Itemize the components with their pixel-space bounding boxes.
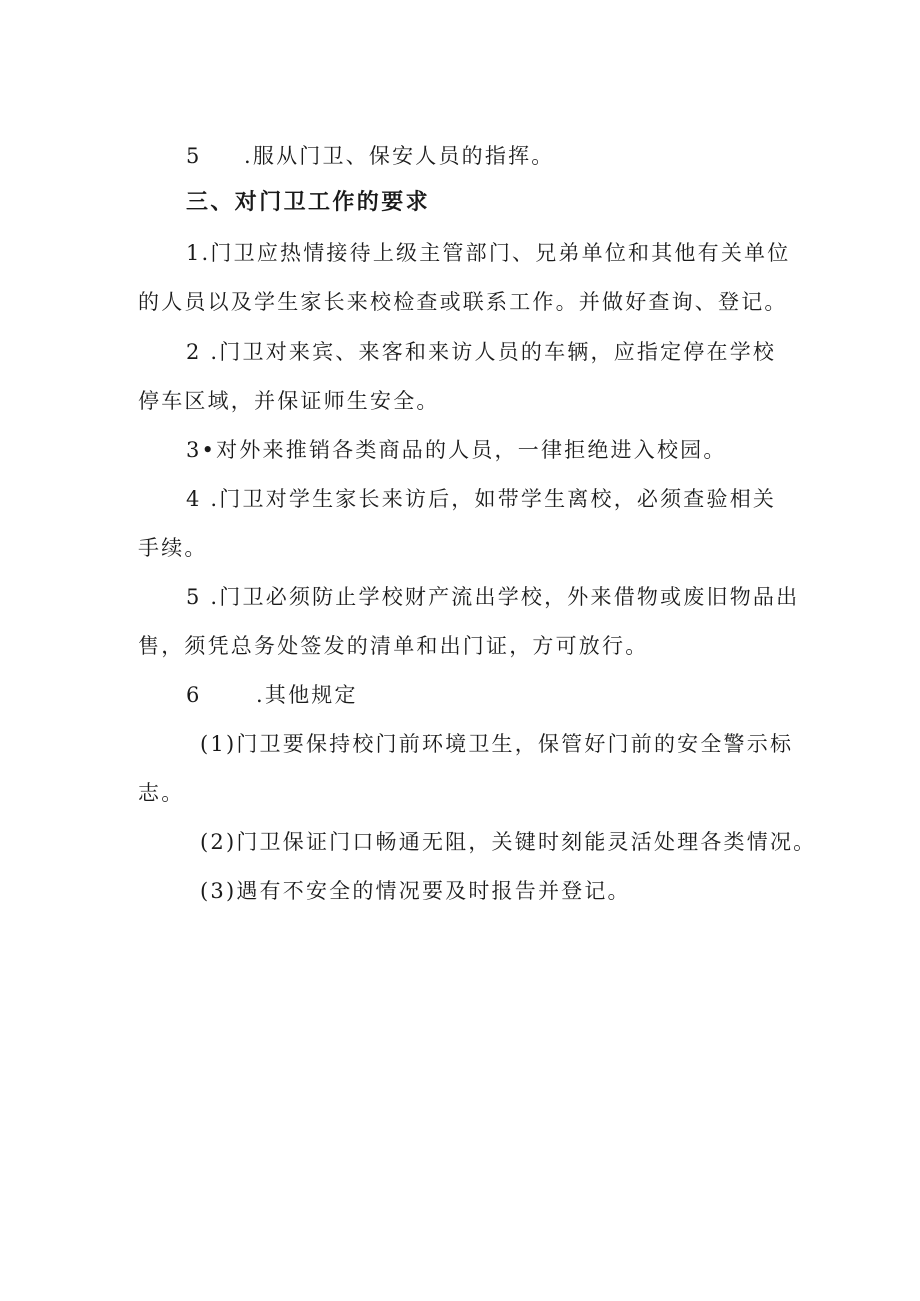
item-5-obey-guards [186, 141, 554, 171]
item-3-line-1: 3•对外来推销各类商品的人员，一律拒绝进入校园。 [186, 438, 727, 462]
subitem-1-line-1: (1)门卫要保持校门前环境卫生，保管好门前的安全警示标 [200, 732, 794, 756]
section-heading: 三、对门卫工作的要求 [186, 190, 431, 215]
subitem-3-line-1: (3)遇有不安全的情况要及时报告并登记。 [200, 879, 631, 903]
item-5-line-2: 售，须凭总务处签发的清单和出门证，方可放行。 [138, 634, 649, 658]
item-1-line-2: 的人员以及学生家长来校检查或联系工作。并做好查询、登记。 [138, 290, 788, 314]
item-4-line-2: 手续。 [138, 536, 208, 560]
item-2-line-2: 停车区域，并保证师生安全。 [138, 389, 440, 413]
item-4-line-1: 4 .门卫对学生家长来访后，如带学生离校，必须查验相关 [186, 487, 777, 511]
item-text: .服从门卫、保安人员的指挥。 [244, 144, 555, 168]
item-1-line-1: 1.门卫应热情接待上级主管部门、兄弟单位和其他有关单位 [186, 241, 791, 265]
item-number: 5 [186, 144, 200, 168]
item-5-line-1: 5 .门卫必须防止学校财产流出学校，外来借物或废旧物品出 [186, 585, 800, 609]
item-6-other-rules [186, 680, 358, 710]
subitem-2-line-1: (2)门卫保证门口畅通无阻，关键时刻能灵活处理各类情况。 [200, 830, 817, 854]
item-text: .其他规定 [256, 683, 358, 707]
item-2-line-1: 2 .门卫对来宾、来客和来访人员的车辆，应指定停在学校 [186, 340, 777, 364]
subitem-1-line-2: 志。 [138, 781, 185, 805]
item-number: 6 [186, 683, 200, 707]
